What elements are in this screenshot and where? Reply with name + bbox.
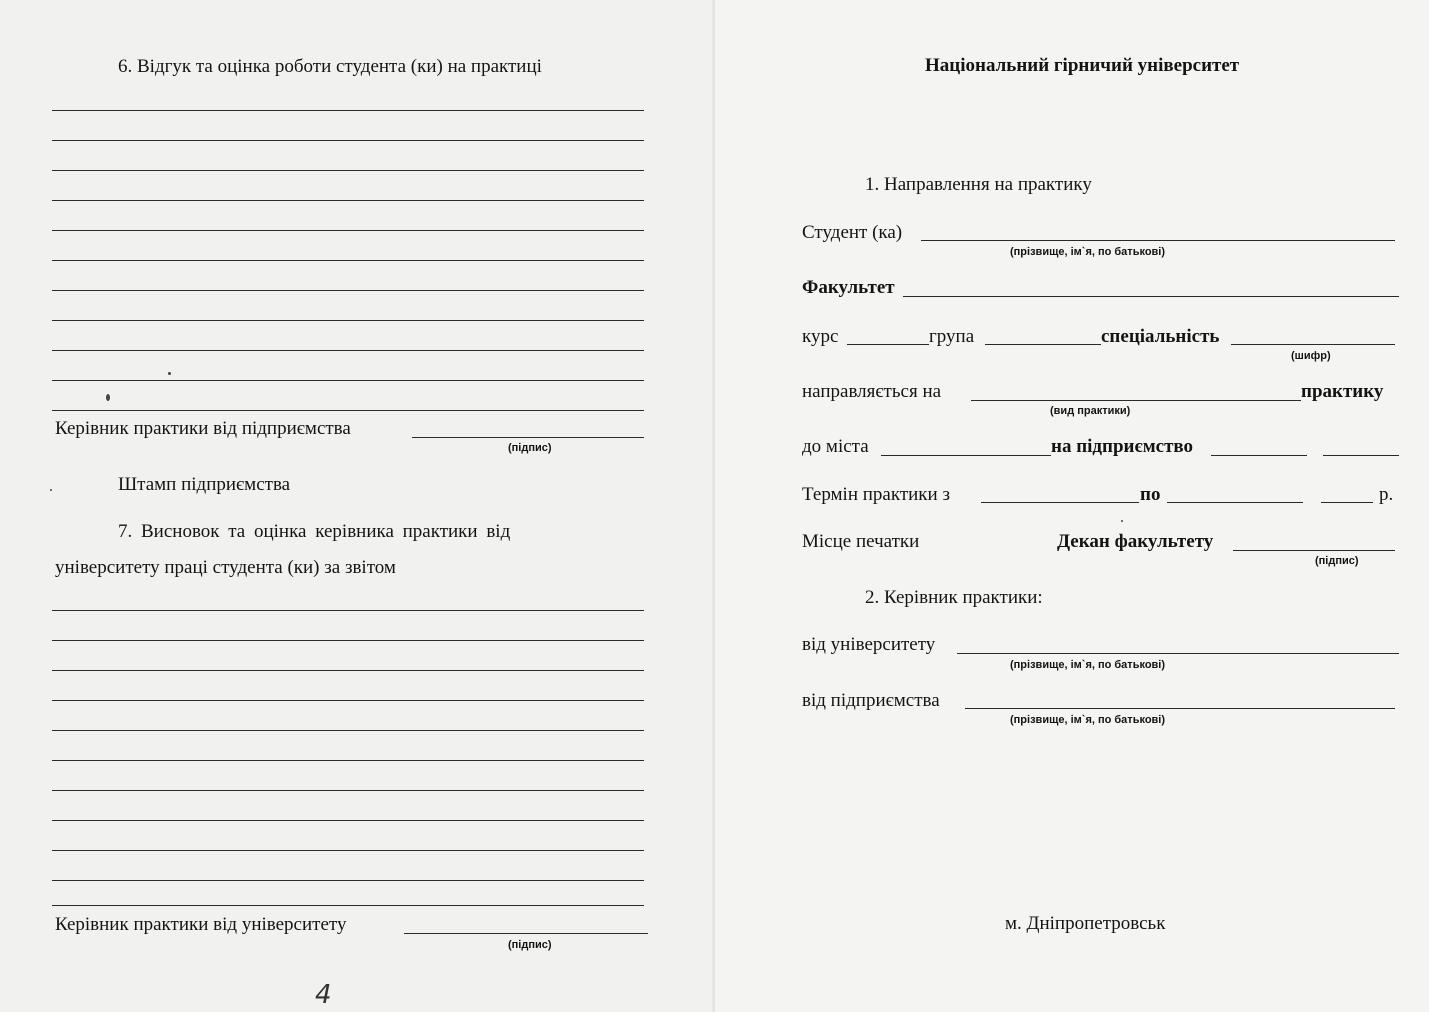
writing-line[interactable]: [52, 140, 644, 141]
enterprise-field-extra[interactable]: [1323, 455, 1399, 456]
writing-line[interactable]: [52, 760, 644, 761]
speck: [50, 489, 52, 491]
section7-line1: 7. Висновок та оцінка керівника практики від: [118, 521, 511, 542]
student-caption: (прізвище, ім`я, по батькові): [1010, 246, 1166, 258]
right-page: [715, 0, 1429, 1012]
writing-line[interactable]: [52, 290, 644, 291]
writing-line[interactable]: [52, 350, 644, 351]
writing-line[interactable]: [52, 110, 644, 111]
city-label: до міста: [802, 436, 869, 457]
term-to-field[interactable]: [1167, 502, 1303, 503]
dean-signature-field[interactable]: [1233, 550, 1395, 551]
writing-line[interactable]: [52, 905, 644, 906]
writing-line[interactable]: [52, 410, 644, 411]
faculty-field[interactable]: [903, 296, 1399, 297]
course-field[interactable]: [847, 344, 929, 345]
section1-title: 1. Направлення на практику: [865, 174, 1092, 195]
practice-type-caption: (вид практики): [1050, 405, 1131, 417]
dean-label: Декан факультету: [1057, 531, 1214, 552]
from-university-caption: (прізвище, ім`я, по батькові): [1010, 659, 1166, 671]
from-university-field[interactable]: [957, 653, 1399, 654]
writing-line[interactable]: [52, 640, 644, 641]
speck: [106, 394, 110, 401]
specialty-label: спеціальність: [1101, 326, 1220, 347]
writing-line[interactable]: [52, 610, 644, 611]
page-number: 4: [315, 980, 332, 1010]
course-label: курс: [802, 326, 839, 347]
from-enterprise-field[interactable]: [965, 708, 1395, 709]
university-supervisor-signature-line[interactable]: [404, 933, 648, 934]
section2-title: 2. Керівник практики:: [865, 587, 1043, 608]
speck: [168, 372, 171, 375]
writing-line[interactable]: [52, 170, 644, 171]
university-name: Національний гірничий університет: [925, 55, 1240, 76]
writing-line[interactable]: [52, 260, 644, 261]
section6-title: 6. Відгук та оцінка роботи студента (ки) на практиці: [118, 56, 542, 77]
city-field[interactable]: [881, 455, 1051, 456]
from-enterprise-label: від підприємства: [802, 690, 940, 711]
writing-line[interactable]: [52, 700, 644, 701]
stamp-label: Штамп підприємства: [118, 474, 291, 495]
section7-line2: університету праці студента (ки) за звітом: [55, 557, 396, 578]
writing-line[interactable]: [52, 730, 644, 731]
city-footer: м. Дніпропетровськ: [1005, 913, 1166, 934]
year-suffix: р.: [1379, 484, 1394, 505]
group-label: група: [929, 326, 975, 347]
writing-line[interactable]: [52, 790, 644, 791]
code-caption: (шифр): [1291, 350, 1331, 362]
faculty-label: Факультет: [802, 277, 895, 298]
group-field[interactable]: [985, 344, 1101, 345]
enterprise-field[interactable]: [1211, 455, 1307, 456]
practice-label: практику: [1301, 381, 1384, 402]
university-supervisor-label: Керівник практики від університету: [55, 914, 347, 935]
writing-line[interactable]: [52, 880, 644, 881]
practice-type-field[interactable]: [971, 400, 1301, 401]
speck: [1121, 520, 1123, 522]
from-enterprise-caption: (прізвище, ім`я, по батькові): [1010, 714, 1166, 726]
enterprise-label: на підприємство: [1051, 436, 1194, 457]
from-university-label: від університету: [802, 634, 936, 655]
specialty-field[interactable]: [1231, 344, 1395, 345]
seal-label: Місце печатки: [802, 531, 920, 552]
writing-line[interactable]: [52, 670, 644, 671]
signature-caption: (підпис): [508, 442, 552, 454]
writing-line[interactable]: [52, 820, 644, 821]
writing-line[interactable]: [52, 200, 644, 201]
term-to-label: по: [1140, 484, 1161, 505]
directed-label: направляється на: [802, 381, 942, 402]
student-name-field[interactable]: [921, 240, 1395, 241]
enterprise-supervisor-label: Керівник практики від підприємства: [55, 418, 351, 439]
writing-line[interactable]: [52, 380, 644, 381]
dean-caption: (підпис): [1315, 555, 1359, 567]
student-label: Студент (ка): [802, 222, 903, 243]
term-year-field[interactable]: [1321, 502, 1373, 503]
writing-line[interactable]: [52, 850, 644, 851]
enterprise-supervisor-signature-line[interactable]: [412, 437, 644, 438]
writing-line[interactable]: [52, 320, 644, 321]
signature-caption-2: (підпис): [508, 939, 552, 951]
term-from-field[interactable]: [981, 502, 1139, 503]
term-label: Термін практики з: [802, 484, 950, 505]
writing-line[interactable]: [52, 230, 644, 231]
